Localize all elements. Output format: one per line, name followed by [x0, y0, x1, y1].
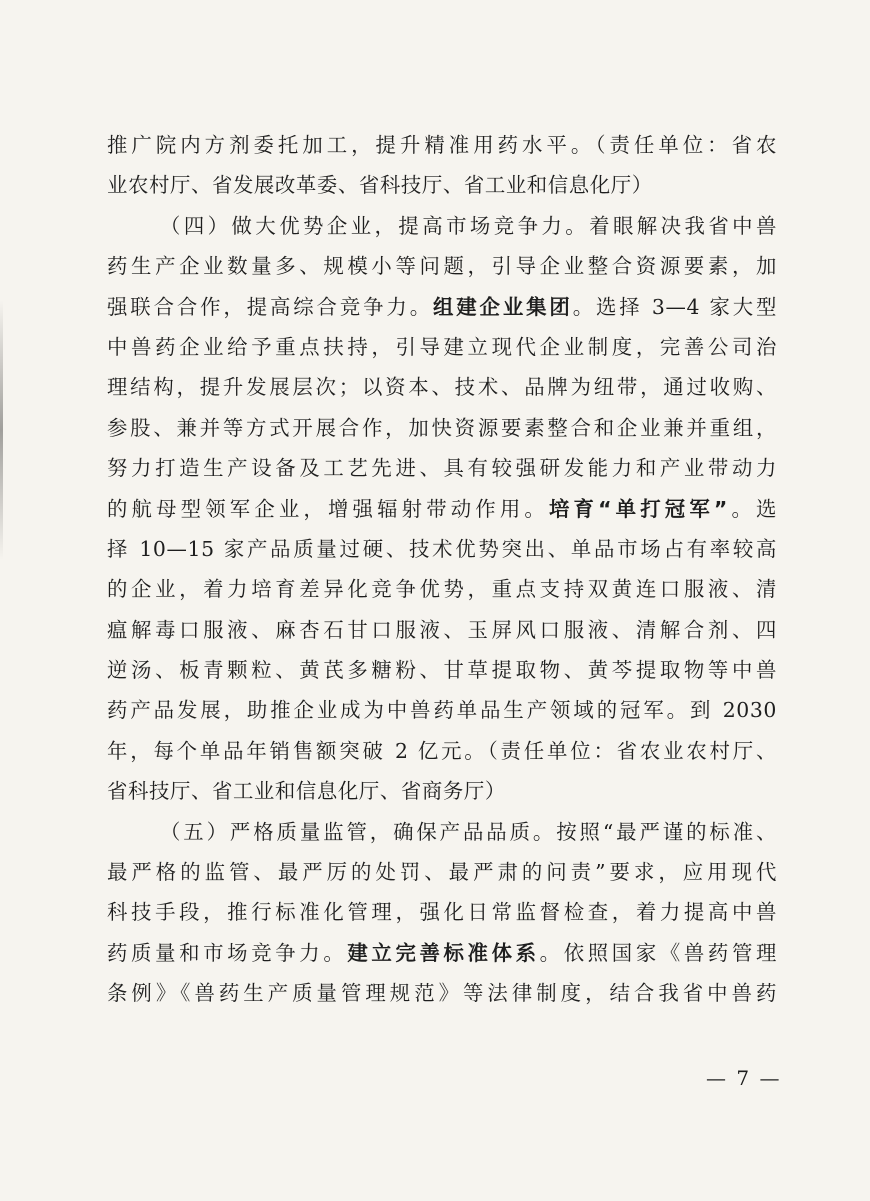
text-line: 的企业，着力培育差异化竞争优势，重点支持双黄连口服液、清 — [107, 577, 777, 602]
text-line: 参股、兼并等方式开展合作，加快资源要素整合和企业兼并重组， — [107, 415, 777, 440]
text-line: 科技手段，推行标准化管理，强化日常监督检查，着力提高中兽 — [107, 900, 777, 925]
text-line: 强联合合作，提高综合竞争力。组建企业集团。选择 3—4 家大型 — [107, 294, 778, 319]
text-line: 瘟解毒口服液、麻杏石甘口服液、玉屏风口服液、清解合剂、四 — [107, 617, 777, 642]
text-line: 业农村厅、省发展改革委、省科技厅、省工业和信息化厅） — [107, 173, 653, 198]
section-five-heading-line: （五）严格质量监管，确保产品品质。按照“最严谨的标准、 — [160, 819, 777, 844]
text-line: 药产品发展，助推企业成为中兽药单品生产领域的冠军。到 2030 — [107, 698, 777, 723]
text-line: 理结构，提升发展层次；以资本、技术、品牌为纽带，通过收购、 — [107, 375, 777, 400]
text-line: 中兽药企业给予重点扶持，引导建立现代企业制度，完善公司治 — [107, 334, 777, 359]
text-line: 药生产企业数量多、规模小等问题，引导企业整合资源要素，加 — [107, 254, 777, 279]
text-line: 的航母型领军企业，增强辐射带动作用。培育“单打冠军”。选 — [107, 496, 777, 521]
page-number: — 7 — — [706, 1066, 782, 1090]
bold-keyword: 建立完善标准体系 — [347, 940, 540, 965]
bold-keyword: 培育“单打冠军” — [548, 496, 728, 521]
scan-shadow — [0, 300, 3, 560]
text-line: 努力打造生产设备及工艺先进、具有较强研发能力和产业带动力 — [107, 456, 777, 481]
text-line: 最严格的监管、最严厉的处罚、最严肃的问责”要求，应用现代 — [107, 860, 777, 885]
text-line: 药质量和市场竞争力。建立完善标准体系。依照国家《兽药管理 — [107, 940, 777, 965]
text-line: 条例》《兽药生产质量管理规范》等法律制度，结合我省中兽药 — [107, 981, 777, 1006]
text-line: 择 10—15 家产品质量过硬、技术优势突出、单品市场占有率较高 — [107, 536, 777, 561]
section-four-heading-line: （四）做大优势企业，提高市场竞争力。着眼解决我省中兽 — [160, 213, 777, 238]
text-line: 逆汤、板青颗粒、黄芪多糖粉、甘草提取物、黄芩提取物等中兽 — [107, 658, 777, 683]
text-line: 年，每个单品年销售额突破 2 亿元。（责任单位：省农业农村厅、 — [107, 738, 777, 763]
text-line: 推广院内方剂委托加工，提升精准用药水平。（责任单位：省农 — [107, 133, 777, 157]
text-line: 省科技厅、省工业和信息化厅、省商务厅） — [107, 779, 506, 804]
bold-keyword: 组建企业集团 — [432, 294, 573, 319]
document-body — [107, 125, 777, 1014]
